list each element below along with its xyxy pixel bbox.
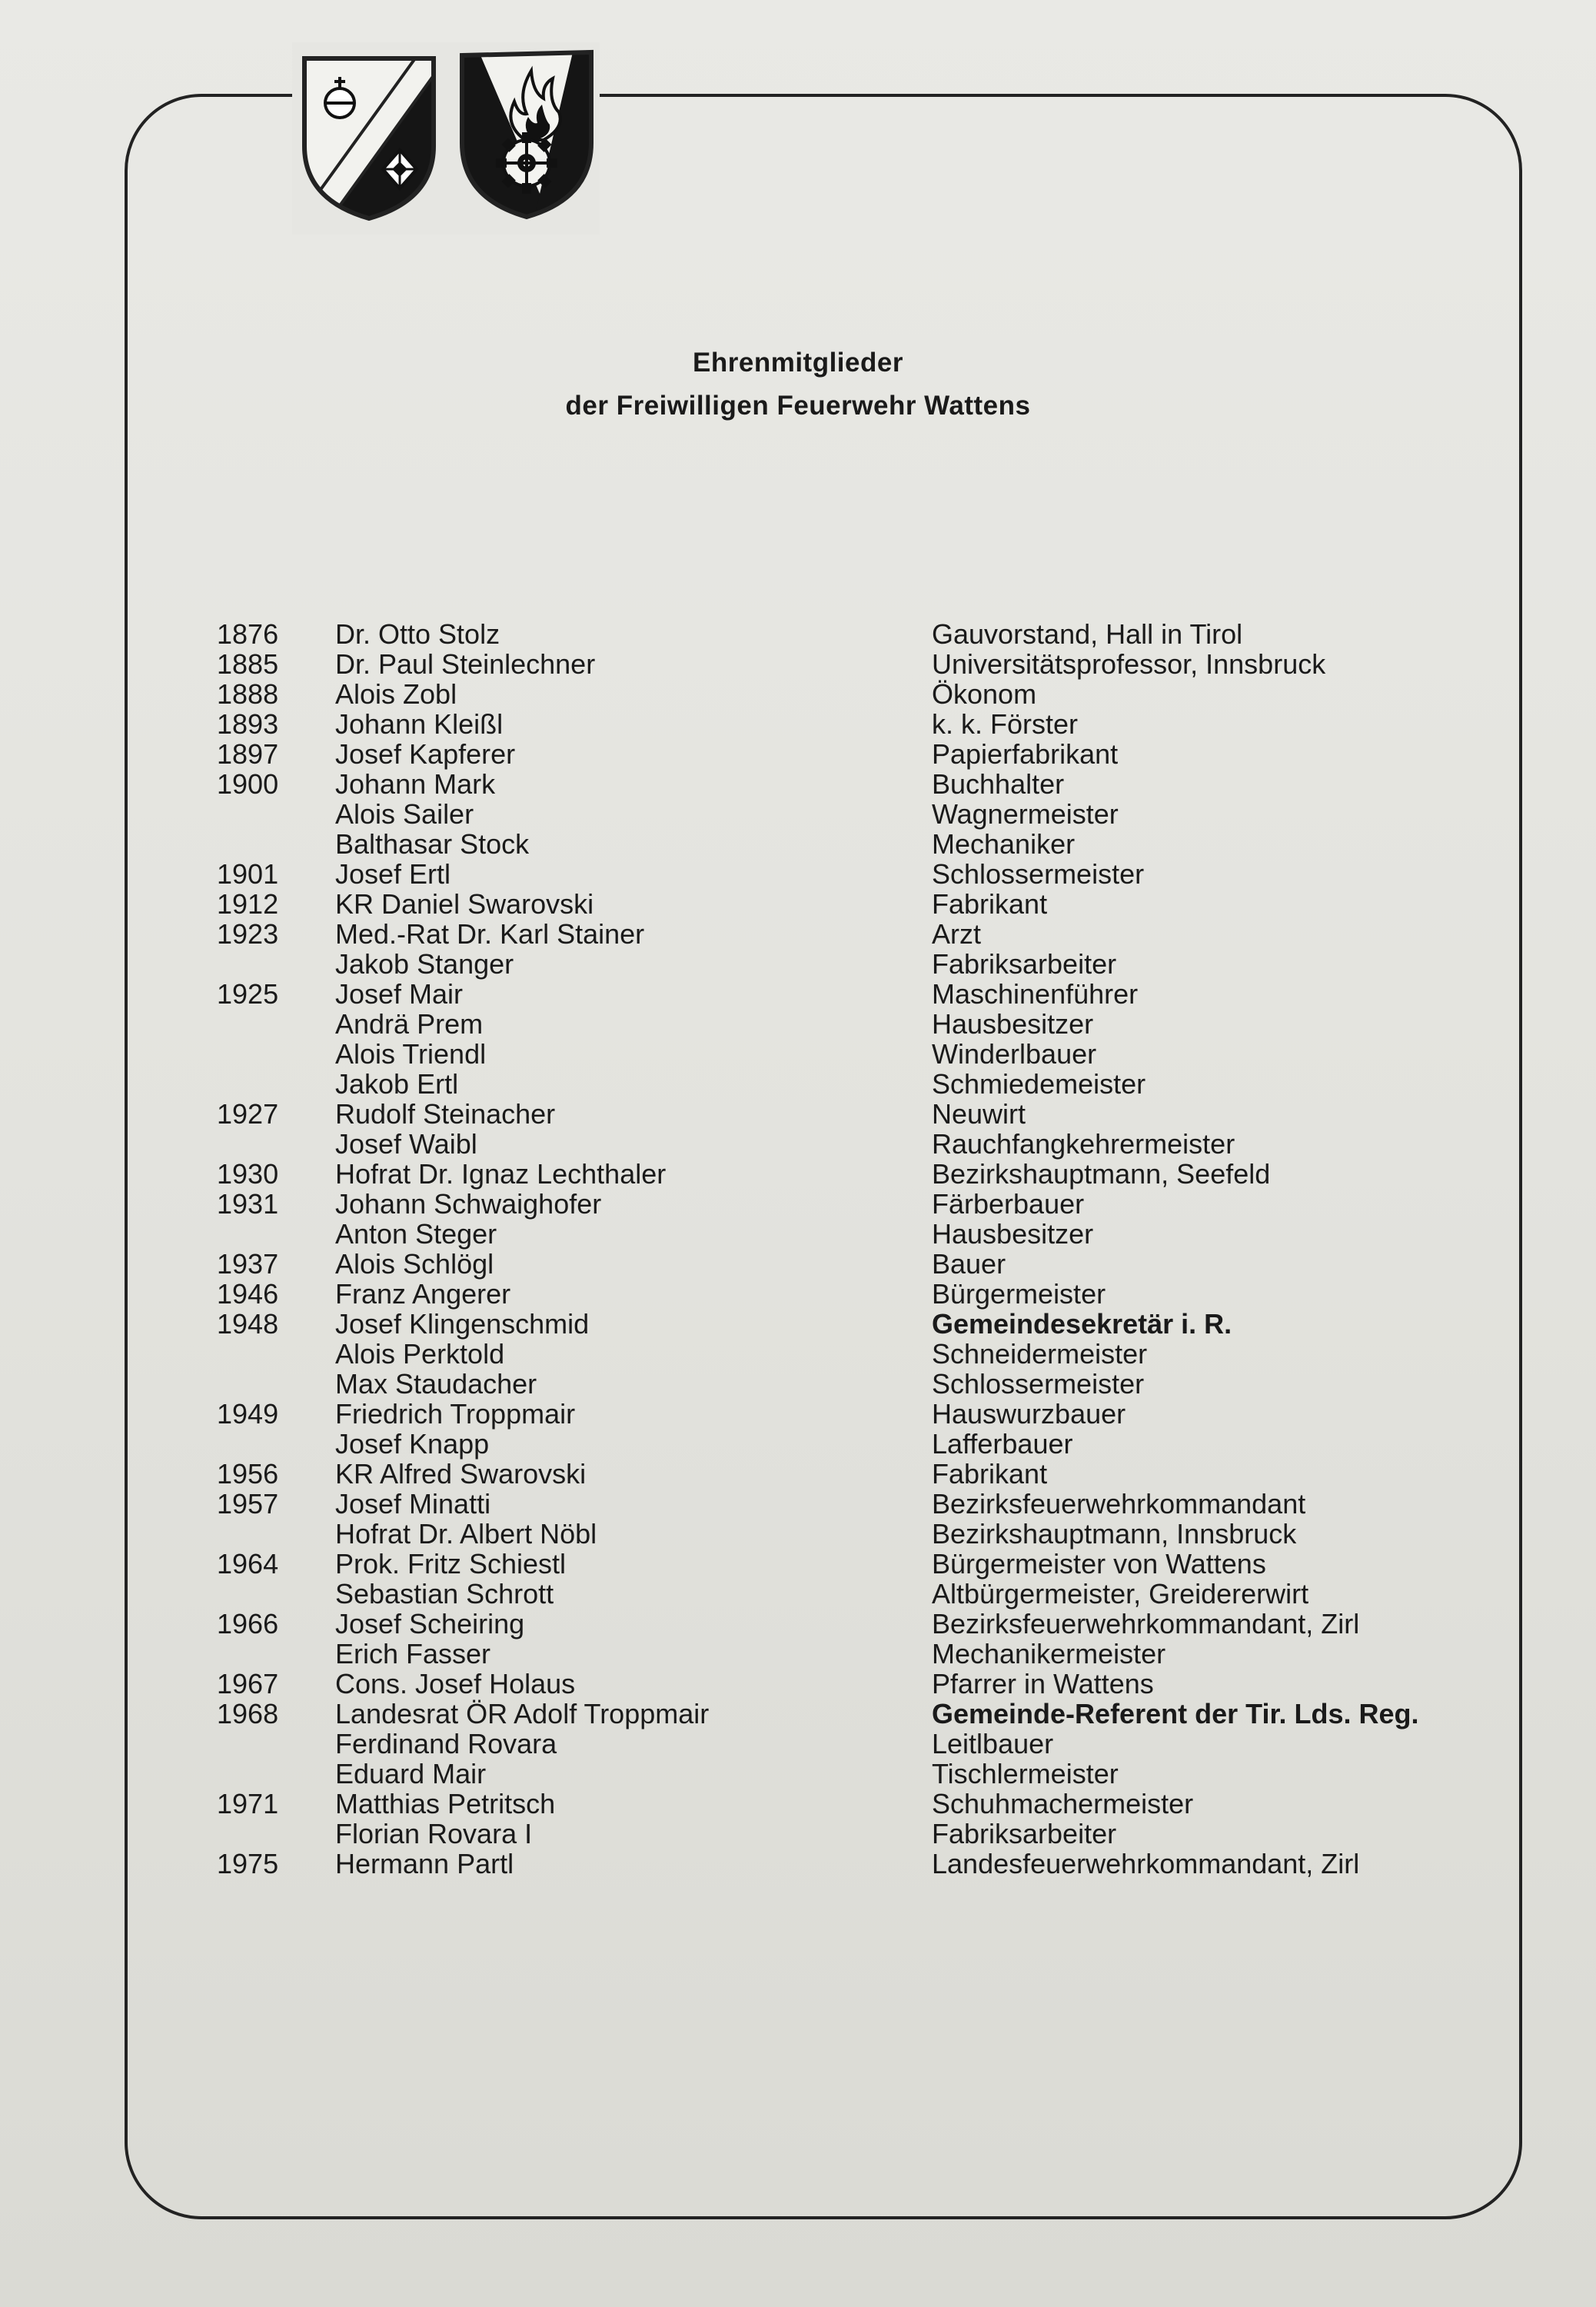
member-occupation: Winderlbauer — [932, 1038, 1097, 1070]
member-year: 1876 — [217, 618, 279, 650]
member-year: 1927 — [217, 1098, 279, 1130]
member-name: Med.-Rat Dr. Karl Stainer — [335, 918, 645, 950]
list-item — [0, 1099, 1596, 1129]
list-item — [0, 799, 1596, 829]
member-occupation: Arzt — [932, 918, 982, 950]
member-year: 1923 — [217, 918, 279, 950]
member-name: Andrä Prem — [335, 1008, 484, 1040]
member-name: KR Alfred Swarovski — [335, 1458, 587, 1490]
member-year: 1901 — [217, 858, 279, 890]
member-name: Josef Klingenschmid — [335, 1308, 590, 1340]
coat-of-arms-icon — [300, 54, 438, 223]
member-name: Ferdinand Rovara — [335, 1728, 557, 1759]
member-name: Hofrat Dr. Ignaz Lechthaler — [335, 1158, 667, 1190]
member-year: 1946 — [217, 1278, 279, 1310]
member-name: Alois Sailer — [335, 798, 474, 830]
list-item — [0, 1819, 1596, 1849]
member-occupation: Pfarrer in Wattens — [932, 1668, 1154, 1699]
member-name: Johann Schwaighofer — [335, 1188, 602, 1220]
member-occupation: Neuwirt — [932, 1098, 1026, 1130]
member-occupation: Wagnermeister — [932, 798, 1119, 830]
member-occupation: Hausbesitzer — [932, 1218, 1094, 1250]
member-occupation: Schmiedemeister — [932, 1068, 1146, 1100]
list-item — [0, 1459, 1596, 1489]
list-item — [0, 1429, 1596, 1459]
member-name: Balthasar Stock — [335, 828, 530, 860]
member-name: Cons. Josef Holaus — [335, 1668, 576, 1699]
list-item — [0, 679, 1596, 709]
member-occupation: k. k. Förster — [932, 708, 1079, 740]
list-item — [0, 1369, 1596, 1399]
list-item — [0, 709, 1596, 739]
list-item — [0, 1279, 1596, 1309]
member-name: Dr. Otto Stolz — [335, 618, 500, 650]
list-item — [0, 649, 1596, 679]
member-occupation: Bezirksfeuerwehrkommandant, Zirl — [932, 1608, 1360, 1640]
list-item — [0, 1399, 1596, 1429]
list-item — [0, 1009, 1596, 1039]
member-name: Landesrat ÖR Adolf Troppmair — [335, 1698, 710, 1729]
member-occupation: Schlossermeister — [932, 858, 1145, 890]
member-occupation: Schuhmachermeister — [932, 1788, 1194, 1819]
member-year: 1948 — [217, 1308, 279, 1340]
list-item — [0, 979, 1596, 1009]
member-occupation: Fabrikant — [932, 888, 1048, 920]
document-subtitle: der Freiwilligen Feuerwehr Wattens — [565, 391, 1031, 421]
member-name: Anton Steger — [335, 1218, 497, 1250]
member-year: 1888 — [217, 678, 279, 710]
member-occupation: Ökonom — [932, 678, 1037, 710]
member-name: KR Daniel Swarovski — [335, 888, 594, 920]
member-name: Eduard Mair — [335, 1758, 487, 1789]
list-item — [0, 739, 1596, 769]
list-item — [0, 1579, 1596, 1609]
member-name: Hermann Partl — [335, 1848, 514, 1879]
member-name: Josef Mair — [335, 978, 464, 1010]
member-name: Alois Zobl — [335, 678, 457, 710]
list-item — [0, 1069, 1596, 1099]
member-year: 1930 — [217, 1158, 279, 1190]
member-name: Johann Mark — [335, 768, 496, 800]
list-item — [0, 1789, 1596, 1819]
member-occupation: Maschinenführer — [932, 978, 1139, 1010]
member-name: Rudolf Steinacher — [335, 1098, 556, 1130]
member-occupation: Schneidermeister — [932, 1338, 1148, 1370]
member-occupation: Fabrikant — [932, 1458, 1048, 1490]
member-year: 1971 — [217, 1788, 279, 1819]
member-occupation: Bürgermeister von Wattens — [932, 1548, 1266, 1580]
list-item — [0, 1309, 1596, 1339]
list-item — [0, 1549, 1596, 1579]
list-item — [0, 829, 1596, 859]
document-title: Ehrenmitglieder — [693, 348, 903, 378]
member-year: 1900 — [217, 768, 279, 800]
member-year: 1931 — [217, 1188, 279, 1220]
list-item — [0, 1249, 1596, 1279]
member-occupation: Färberbauer — [932, 1188, 1085, 1220]
list-item — [0, 1759, 1596, 1789]
member-year: 1885 — [217, 648, 279, 680]
member-name: Friedrich Troppmair — [335, 1398, 576, 1430]
list-item — [0, 1849, 1596, 1879]
member-occupation: Gauvorstand, Hall in Tirol — [932, 618, 1243, 650]
list-item — [0, 949, 1596, 979]
list-item — [0, 1609, 1596, 1639]
member-name: Josef Kapferer — [335, 738, 516, 770]
member-name: Alois Triendl — [335, 1038, 487, 1070]
member-name: Franz Angerer — [335, 1278, 511, 1310]
list-item — [0, 769, 1596, 799]
member-name: Sebastian Schrott — [335, 1578, 554, 1610]
member-year: 1949 — [217, 1398, 279, 1430]
member-name: Josef Waibl — [335, 1128, 477, 1160]
member-year: 1957 — [217, 1488, 279, 1520]
member-occupation: Universitätsprofessor, Innsbruck — [932, 648, 1326, 680]
flame-gear-shield-icon — [457, 48, 596, 221]
member-name: Josef Minatti — [335, 1488, 491, 1520]
list-item — [0, 1669, 1596, 1699]
member-year: 1956 — [217, 1458, 279, 1490]
list-item — [0, 859, 1596, 889]
list-item — [0, 919, 1596, 949]
member-year: 1975 — [217, 1848, 279, 1879]
member-year: 1968 — [217, 1698, 279, 1729]
member-year: 1925 — [217, 978, 279, 1010]
member-occupation: Fabriksarbeiter — [932, 948, 1117, 980]
member-occupation: Gemeinde-Referent der Tir. Lds. Reg. — [932, 1698, 1419, 1729]
member-name: Max Staudacher — [335, 1368, 537, 1400]
list-item — [0, 1039, 1596, 1069]
list-item — [0, 1519, 1596, 1549]
member-name: Dr. Paul Steinlechner — [335, 648, 596, 680]
member-name: Prok. Fritz Schiestl — [335, 1548, 567, 1580]
member-year: 1893 — [217, 708, 279, 740]
member-name: Erich Fasser — [335, 1638, 491, 1669]
member-name: Hofrat Dr. Albert Nöbl — [335, 1518, 597, 1550]
list-item — [0, 889, 1596, 919]
member-name: Alois Schlögl — [335, 1248, 494, 1280]
member-occupation: Fabriksarbeiter — [932, 1818, 1117, 1849]
member-year: 1912 — [217, 888, 279, 920]
member-occupation: Bezirksfeuerwehrkommandant — [932, 1488, 1306, 1520]
member-name: Josef Ertl — [335, 858, 451, 890]
member-occupation: Papierfabrikant — [932, 738, 1119, 770]
member-occupation: Bauer — [932, 1248, 1006, 1280]
member-occupation: Gemeindesekretär i. R. — [932, 1308, 1232, 1340]
member-name: Jakob Ertl — [335, 1068, 459, 1100]
member-name: Jakob Stanger — [335, 948, 514, 980]
list-item — [0, 1159, 1596, 1189]
list-item — [0, 1729, 1596, 1759]
list-item — [0, 1489, 1596, 1519]
member-year: 1967 — [217, 1668, 279, 1699]
member-occupation: Hausbesitzer — [932, 1008, 1094, 1040]
member-occupation: Altbürgermeister, Greidererwirt — [932, 1578, 1309, 1610]
member-occupation: Bezirkshauptmann, Seefeld — [932, 1158, 1271, 1190]
list-item — [0, 1339, 1596, 1369]
member-name: Alois Perktold — [335, 1338, 505, 1370]
member-year: 1966 — [217, 1608, 279, 1640]
member-occupation: Bezirkshauptmann, Innsbruck — [932, 1518, 1297, 1550]
member-name: Josef Knapp — [335, 1428, 490, 1460]
member-year: 1937 — [217, 1248, 279, 1280]
member-occupation: Lafferbauer — [932, 1428, 1073, 1460]
list-item — [0, 1219, 1596, 1249]
member-occupation: Mechanikermeister — [932, 1638, 1166, 1669]
member-year: 1964 — [217, 1548, 279, 1580]
member-occupation: Leitlbauer — [932, 1728, 1054, 1759]
list-item — [0, 1639, 1596, 1669]
member-name: Johann Kleißl — [335, 708, 504, 740]
member-name: Josef Scheiring — [335, 1608, 525, 1640]
list-item — [0, 619, 1596, 649]
list-item — [0, 1129, 1596, 1159]
member-occupation: Schlossermeister — [932, 1368, 1145, 1400]
member-occupation: Landesfeuerwehrkommandant, Zirl — [932, 1848, 1360, 1879]
member-name: Matthias Petritsch — [335, 1788, 556, 1819]
member-name: Florian Rovara I — [335, 1818, 533, 1849]
member-year: 1897 — [217, 738, 279, 770]
member-occupation: Rauchfangkehrermeister — [932, 1128, 1235, 1160]
member-occupation: Mechaniker — [932, 828, 1076, 860]
member-occupation: Bürgermeister — [932, 1278, 1106, 1310]
member-occupation: Hauswurzbauer — [932, 1398, 1126, 1430]
list-item — [0, 1699, 1596, 1729]
list-item — [0, 1189, 1596, 1219]
member-occupation: Tischlermeister — [932, 1758, 1119, 1789]
member-occupation: Buchhalter — [932, 768, 1065, 800]
